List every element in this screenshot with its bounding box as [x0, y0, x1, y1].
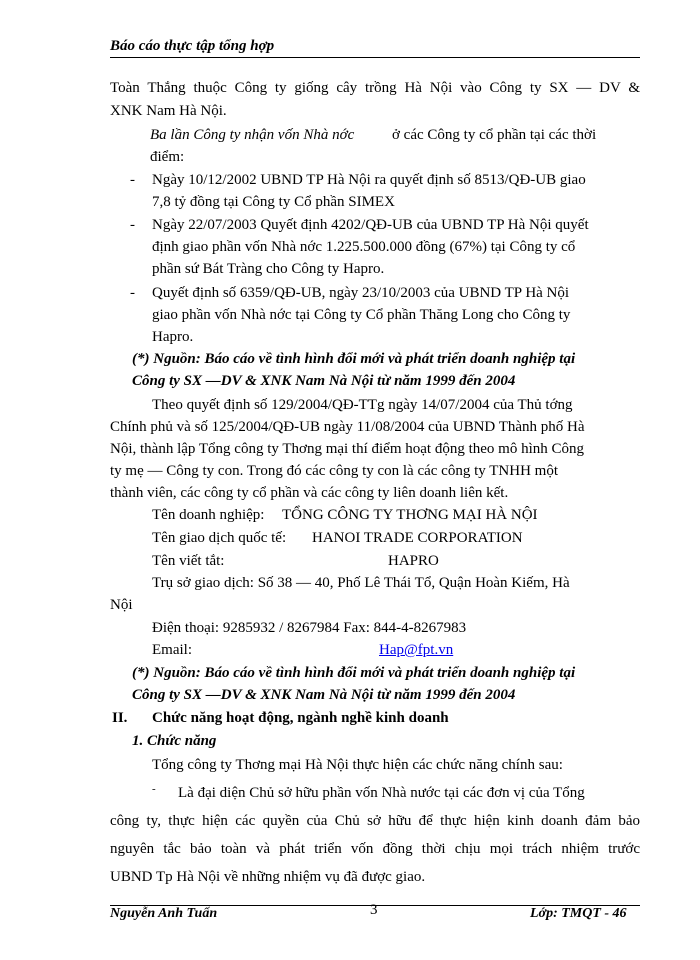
text-line: giao phần vốn Nhà nớc tại Công ty Cổ phần Thăng Long cho Công ty: [152, 307, 571, 323]
text-line: Chính phủ và số 125/2004/QĐ-UB ngày 11/08/2004 của UBND Thành phố Hà: [110, 419, 585, 435]
field-label: Tên doanh nghiệp:: [152, 507, 265, 523]
text-line: nguyên tắc bảo toàn và phát triển vốn đồng thời chịu mọi trách nhiệm trước: [110, 841, 640, 857]
section-title: Chức năng hoạt động, ngành nghề kinh doanh: [152, 710, 449, 726]
text-line: Toàn Thắng thuộc Công ty giống cây trồng Hà Nội vào Công ty SX — DV &: [110, 80, 640, 96]
text-line: Điện thoại: 9285932 / 8267984 Fax: 844-4-8267983: [152, 620, 467, 636]
field-value: TỔNG CÔNG TY THƠNG MẠI HÀ NỘI: [282, 507, 538, 523]
field-label: Tên viết tắt:: [152, 553, 225, 569]
footer-class: Lớp: TMQT - 46: [530, 906, 627, 921]
text-line: Tổng công ty Thơng mại Hà Nội thực hiện các chức năng chính sau:: [152, 757, 563, 773]
source-note: (*) Nguồn: Báo cáo về tình hình đổi mới và phát triển doanh nghiệp tại: [132, 351, 576, 367]
field-label: Email:: [152, 642, 192, 658]
text-line: XNK Nam Hà Nội.: [110, 103, 227, 119]
section-number: II.: [112, 710, 128, 726]
field-label: Tên giao dịch quốc tế:: [152, 530, 287, 546]
text-line: 7,8 tỷ đồng tại Công ty Cổ phần SIMEX: [152, 194, 395, 210]
text-line: Ngày 22/07/2003 Quyết định 4202/QĐ-UB của UBND TP Hà Nội quyết: [152, 217, 589, 233]
text-line: phần sứ Bát Tràng cho Công ty Hapro.: [152, 261, 385, 277]
text-line: công ty, thực hiện các quyền của Chủ sở hữu để thực hiện kinh doanh đảm bảo: [110, 813, 640, 829]
text-line: Ngày 10/12/2002 UBND TP Hà Nội ra quyết định số 8513/QĐ-UB giao: [152, 172, 586, 188]
text-line: Nội, thành lập Tổng công ty Thơng mại thí điểm hoạt động theo mô hình Công: [110, 441, 585, 457]
source-note: Công ty SX —DV & XNK Nam Nà Nội từ năm 1999 đến 2004: [132, 687, 516, 703]
text-line: Hapro.: [152, 329, 194, 345]
text-line: ty mẹ — Công ty con. Trong đó các công ty con là các công ty TNHH một: [110, 463, 558, 479]
text-line: Ba lần Công ty nhận vốn Nhà nớc: [150, 127, 355, 143]
subsection-title: 1. Chức năng: [132, 733, 217, 749]
source-note: Công ty SX —DV & XNK Nam Nà Nội từ năm 1999 đến 2004: [132, 373, 516, 389]
field-value: HAPRO: [388, 553, 439, 569]
email-link[interactable]: Hap@fpt.vn: [379, 642, 454, 658]
bullet-dash: -: [152, 783, 156, 795]
text-line: Trụ sở giao dịch: Số 38 — 40, Phố Lê Thái Tổ, Quận Hoàn Kiếm, Hà: [152, 575, 570, 591]
bullet-dash: -: [130, 285, 135, 301]
field-value: HANOI TRADE CORPORATION: [312, 530, 523, 546]
text-line: điểm:: [150, 149, 185, 165]
text-line: Nội: [110, 597, 133, 613]
text-line: thành viên, các công ty cổ phần và các công ty liên doanh liên kết.: [110, 485, 509, 501]
text-line: Theo quyết định số 129/2004/QĐ-TTg ngày 14/07/2004 của Thủ tớng: [152, 397, 573, 413]
text-line: định giao phần vốn Nhà nớc 1.225.500.000 đồng (67%) tại Công ty cổ: [152, 239, 576, 255]
text-line: Là đại diện Chủ sở hữu phần vốn Nhà nước tại các đơn vị của Tổng: [178, 785, 585, 801]
bullet-dash: -: [130, 172, 135, 188]
footer-author: Nguyễn Anh Tuấn: [110, 906, 218, 921]
page-header: Báo cáo thực tập tổng hợp: [110, 38, 640, 58]
text-line: ở các Công ty cổ phần tại các thời: [392, 127, 597, 143]
source-note: (*) Nguồn: Báo cáo về tình hình đổi mới và phát triển doanh nghiệp tại: [132, 665, 576, 681]
text-line: UBND Tp Hà Nội về những nhiệm vụ đã được giao.: [110, 869, 426, 885]
page-number: 3: [370, 902, 378, 918]
bullet-dash: -: [130, 217, 135, 233]
text-line: Quyết định số 6359/QĐ-UB, ngày 23/10/2003 của UBND TP Hà Nội: [152, 285, 570, 301]
